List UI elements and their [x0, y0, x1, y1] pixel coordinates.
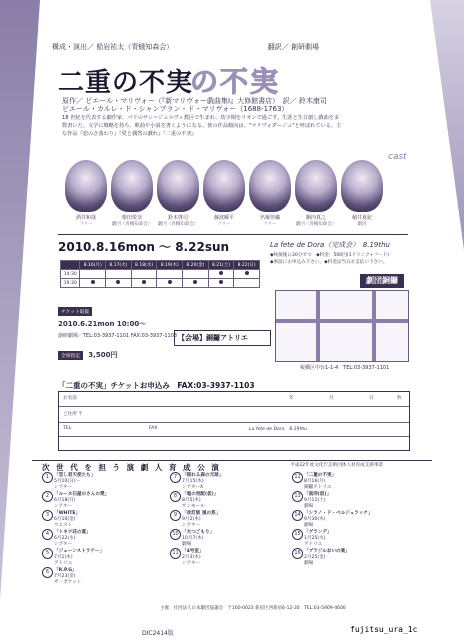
cast-affiliation: フリー — [79, 222, 93, 227]
program-number: 5 — [42, 548, 53, 559]
fete-note: ◆終演後に30分ずつ ◆料金：500円(1ドリンク+フード) — [270, 253, 390, 258]
program-number: 16 — [292, 548, 303, 559]
schedule-time: 14:30 — [61, 270, 80, 279]
venue-name: 【会場】銅鑼アトリエ — [174, 330, 271, 346]
program-dates: 8月5(木) — [182, 498, 201, 503]
ticket-tag: チケット取扱 — [58, 307, 92, 316]
program-venue: 劇場 — [304, 523, 314, 528]
program-number: 11 — [170, 548, 181, 559]
map-road — [276, 319, 408, 323]
cast-name: 鈴木啓司 — [167, 215, 188, 221]
program-entry — [170, 529, 290, 548]
program-venue: シアター — [54, 504, 73, 509]
program-dates: 7月1(木) — [54, 555, 73, 560]
cast-affiliation: フリー — [263, 222, 277, 227]
price-tag: 全席指定 — [58, 351, 83, 360]
credits-line: 構成・演出／ 船岩祐太（青蛾知森会） 翻訳／ 創研劇場 — [52, 43, 319, 51]
cast-member — [108, 160, 156, 227]
program-title: 「竜の気配(仮)」 — [182, 492, 219, 497]
program-title: 「ルーヌ石屋のさんの愛」 — [54, 492, 110, 497]
schedule-cell — [80, 270, 106, 279]
program-dates: 9月2(木) — [182, 517, 201, 522]
program-number: 7 — [170, 472, 181, 483]
program-entry — [292, 510, 412, 529]
program-venue: アトリエ — [304, 542, 323, 547]
ticket-price: 3,500円 — [88, 351, 118, 359]
cast-member — [338, 160, 386, 227]
program-dates: 2月25(金) — [304, 555, 326, 560]
program-venue: シアター — [54, 485, 73, 490]
program-entry — [42, 510, 162, 529]
form-row — [59, 406, 409, 407]
fete-note: ◆事前にお申込み下さい。◆料金は当日お支払い下さい。 — [270, 260, 388, 265]
program-dates: 5月10(日)～ — [54, 479, 81, 484]
author-blurb: 18 世紀を代表する劇作家、パリのサン＝ジュルヴィ教区で生まれ、幼少期をリオンで過ごす。生涯と生日創し戯曲を多数書いた。文学に戦略を持ち、軟曲や小説を書くようになる。彼の作品傾向は、"マリヴォダージュ"と呼ばれている。主な作品『恋のさ落わり』『愛と偶然の戯れ』『二重の不実』 — [62, 115, 342, 137]
day-label: 日 — [369, 396, 374, 401]
cast-photo — [249, 160, 291, 212]
sale-date: 2010.6.21mon 10:00～ — [58, 320, 147, 328]
program-entry — [42, 491, 162, 510]
map-road — [316, 291, 320, 361]
address-label: ご住所 〒 — [63, 412, 83, 417]
ticket-phone: 創研劇場／TEL:03-3937-1101 FAX:03-3937-1103 — [58, 333, 178, 339]
cast-member — [246, 160, 294, 227]
program-venue: シアター — [182, 523, 201, 528]
cast-member — [292, 160, 340, 227]
program-dates: 7月15(木) — [182, 479, 204, 484]
program-title: 「4号室」 — [182, 549, 204, 554]
schedule-table — [60, 260, 260, 288]
program-entry — [170, 491, 290, 510]
cast-affiliation: 劇団（青蛾知森会） — [111, 222, 153, 227]
program-entry — [42, 548, 162, 567]
schedule-cell — [234, 279, 260, 288]
program-entry — [170, 510, 290, 529]
program-title: 「改訂版 風の系」 — [182, 511, 221, 516]
cast-photo — [157, 160, 199, 212]
author-line: 原作／ ピエール・マリヴォー（『新マリヴォー戯曲集Ⅰ』大修館書店） 訳／ 鈴木康司 — [62, 97, 327, 105]
fete-checkbox-label[interactable]: La fete de Dora 8.19thu — [249, 427, 308, 432]
order-form — [58, 391, 410, 451]
play-title-outline: の不実 — [190, 65, 281, 98]
program-entry — [292, 529, 412, 548]
schedule-cell — [183, 270, 209, 279]
program-number: 14 — [292, 510, 303, 521]
program-entry — [170, 472, 290, 491]
program-entry — [170, 548, 290, 567]
print-stamp: DIC2414版 — [142, 630, 174, 637]
cast-affiliation: フリー — [217, 222, 231, 227]
program-number: 12 — [292, 472, 303, 483]
program-number: 6 — [42, 567, 53, 578]
performance-dot — [91, 280, 95, 284]
performance-dot — [245, 271, 249, 275]
schedule-cell — [234, 270, 260, 279]
tickets-label: 枚 — [397, 396, 402, 401]
schedule-header-cell: 8.20(金) — [183, 261, 209, 270]
program-number: 1 — [42, 472, 53, 483]
cast-name: 柴田愛奈 — [121, 215, 142, 221]
author-bio-heading: ピエール・カルレ・ド・シャンブラン・ド・マリヴォー（1688-1763） — [62, 105, 289, 113]
program-title: 「R.P.G」 — [54, 568, 77, 573]
program-column — [170, 472, 290, 567]
program-title: 「トキワ荘の夏」 — [54, 530, 91, 535]
schedule-header-row — [61, 261, 260, 270]
program-column — [42, 472, 162, 586]
program-entry — [292, 472, 412, 491]
divider — [58, 234, 408, 235]
cast-label: cast — [388, 152, 407, 162]
program-dates: 10月7(木) — [182, 536, 204, 541]
cast-name: 酒井和哉 — [75, 215, 96, 221]
schedule-header-cell — [61, 261, 80, 270]
schedule-cell — [208, 270, 234, 279]
program-dates: 1月25(火) — [304, 536, 326, 541]
program-venue: 銅鑼アトリエ — [304, 485, 332, 490]
program-title: 「シラノ・ド・ベルジュラック」 — [304, 511, 373, 516]
schedule-header-cell: 8.22(日) — [234, 261, 260, 270]
program-number: 15 — [292, 529, 303, 540]
cast-photo — [111, 160, 153, 212]
program-venue: ウエスト — [54, 523, 73, 528]
decorative-band-right — [430, 0, 464, 250]
organizer-footer: 主催：社団法人日本劇団協議会 〒160-0023 新宿区西新宿6-12-30 TEL:03-5909-4600 — [160, 606, 346, 611]
schedule-cell — [106, 270, 132, 279]
program-dates: 7月23(金) — [54, 574, 76, 579]
cast-photo — [295, 160, 337, 212]
program-title: 「WHITE」 — [54, 511, 81, 516]
fax-label: FAX — [149, 426, 158, 431]
program-title: 「ブラジルおいの楽」 — [304, 549, 350, 554]
cast-photo — [203, 160, 245, 212]
performance-dot — [116, 280, 120, 284]
program-number: 8 — [170, 491, 181, 502]
schedule-cell — [208, 279, 234, 288]
name-label: お名前 — [63, 396, 77, 401]
cast-name: 藤波瞬平 — [213, 215, 234, 221]
access-map — [275, 290, 409, 362]
schedule-cell — [80, 279, 106, 288]
schedule-header-cell: 8.21(土) — [208, 261, 234, 270]
program-entry — [42, 472, 162, 491]
month-label: 月 — [329, 396, 334, 401]
program-venue: シアターX — [182, 485, 204, 490]
program-dates: 6月10(金) — [54, 517, 76, 522]
fete-de-dora: La fete de Dora（完成会） 8.19thu — [270, 241, 390, 249]
schedule-cell — [183, 279, 209, 288]
program-title: 「恋し君天使たち」 — [54, 473, 96, 478]
cast-name: 稲井夏紀 — [351, 215, 372, 221]
cast-member — [154, 160, 202, 227]
performance-dates: 2010.8.16mon ～ 8.22sun — [58, 240, 230, 254]
schedule-cell — [131, 279, 157, 288]
program-number: 13 — [292, 491, 303, 502]
program-title: 「大つごもり」 — [182, 530, 215, 535]
cast-affiliation: 劇団（青蛾知森会） — [157, 222, 199, 227]
program-number: 4 — [42, 529, 53, 540]
program-title: 「南洋(仮)」 — [304, 492, 332, 497]
program-dates: 2月3(木) — [182, 555, 201, 560]
program-title: 「二重の不実」 — [304, 473, 337, 478]
schedule-cell — [157, 270, 183, 279]
performance-dot — [219, 280, 223, 284]
program-number: 2 — [42, 491, 53, 502]
schedule-header-cell: 8.18(水) — [131, 261, 157, 270]
file-name: fujitsu_ura_1c — [350, 625, 418, 634]
year-label: 年 — [289, 396, 294, 401]
program-title: 「グランデ」 — [304, 530, 332, 535]
schedule-row — [61, 270, 260, 279]
program-dates: 6月22(水) — [54, 536, 76, 541]
program-dates: 8月16(月) — [304, 479, 326, 484]
cast-photo — [341, 160, 383, 212]
tel-label: TEL — [63, 426, 72, 431]
program-number: 10 — [170, 529, 181, 540]
schedule-cell — [157, 279, 183, 288]
program-dates: 6月18(月) — [54, 498, 76, 503]
program-entry — [42, 529, 162, 548]
program-venue: サンモール — [182, 504, 205, 509]
cast-photo — [65, 160, 107, 212]
cast-affiliation: 劇団（青蛾知森会） — [295, 222, 337, 227]
cast-member — [62, 160, 110, 227]
schedule-header-cell: 8.16(月) — [80, 261, 106, 270]
program-title: 「ジューンストラテー」 — [54, 549, 105, 554]
program-title: 「揺れる森の元球」 — [182, 473, 224, 478]
schedule-time: 19:30 — [61, 279, 80, 288]
performance-dot — [142, 280, 146, 284]
program-column — [292, 472, 412, 567]
program-entry — [292, 548, 412, 567]
performance-dot — [219, 271, 223, 275]
cast-name: 駒内真之 — [305, 215, 326, 221]
program-venue: 劇場 — [304, 504, 314, 509]
program-venue: 劇場 — [304, 561, 314, 566]
program-number: 3 — [42, 510, 53, 521]
program-venue: 劇場 — [182, 542, 192, 547]
schedule-header-cell: 8.17(火) — [106, 261, 132, 270]
order-form-title: 「二重の不実」チケットお申込み FAX:03-3937-1103 — [58, 381, 255, 390]
performance-dot — [168, 280, 172, 284]
theater-address: 板橋区中台1-1-4 TEL:03-3937-1101 — [300, 365, 390, 371]
form-row — [59, 436, 409, 437]
theater-logo: 劇団銅鑼 — [360, 274, 404, 288]
cast-name: 名塚佳織 — [259, 215, 280, 221]
program-entry — [42, 567, 162, 586]
schedule-cell — [131, 270, 157, 279]
map-road — [372, 291, 376, 361]
ticket-info — [58, 298, 258, 358]
program-dates: 9月30(木) — [304, 517, 326, 522]
program-entry — [292, 491, 412, 510]
next-generation-subtitle: 平成22年度文化庁芸術団体人材育成支援事業 — [290, 463, 384, 468]
performance-dot — [193, 280, 197, 284]
program-venue: シアター — [182, 561, 201, 566]
cast-affiliation: 劇団 — [357, 222, 367, 227]
schedule-header-cell: 8.19(木) — [157, 261, 183, 270]
schedule-row — [61, 279, 260, 288]
play-title: 二重の不実 — [58, 68, 194, 98]
schedule-cell — [106, 279, 132, 288]
program-venue: ザ・ポケット — [54, 580, 82, 585]
program-number: 9 — [170, 510, 181, 521]
program-dates: 9月11(土) — [304, 498, 326, 503]
fete-notes — [270, 252, 389, 266]
form-row — [59, 422, 409, 423]
program-venue: アトリエ — [54, 561, 73, 566]
program-venue: シアター — [54, 542, 73, 547]
cast-member — [200, 160, 248, 227]
next-generation-title: 次 世 代 を 担 う 演 劇 人 育 成 公 演 — [42, 463, 221, 472]
